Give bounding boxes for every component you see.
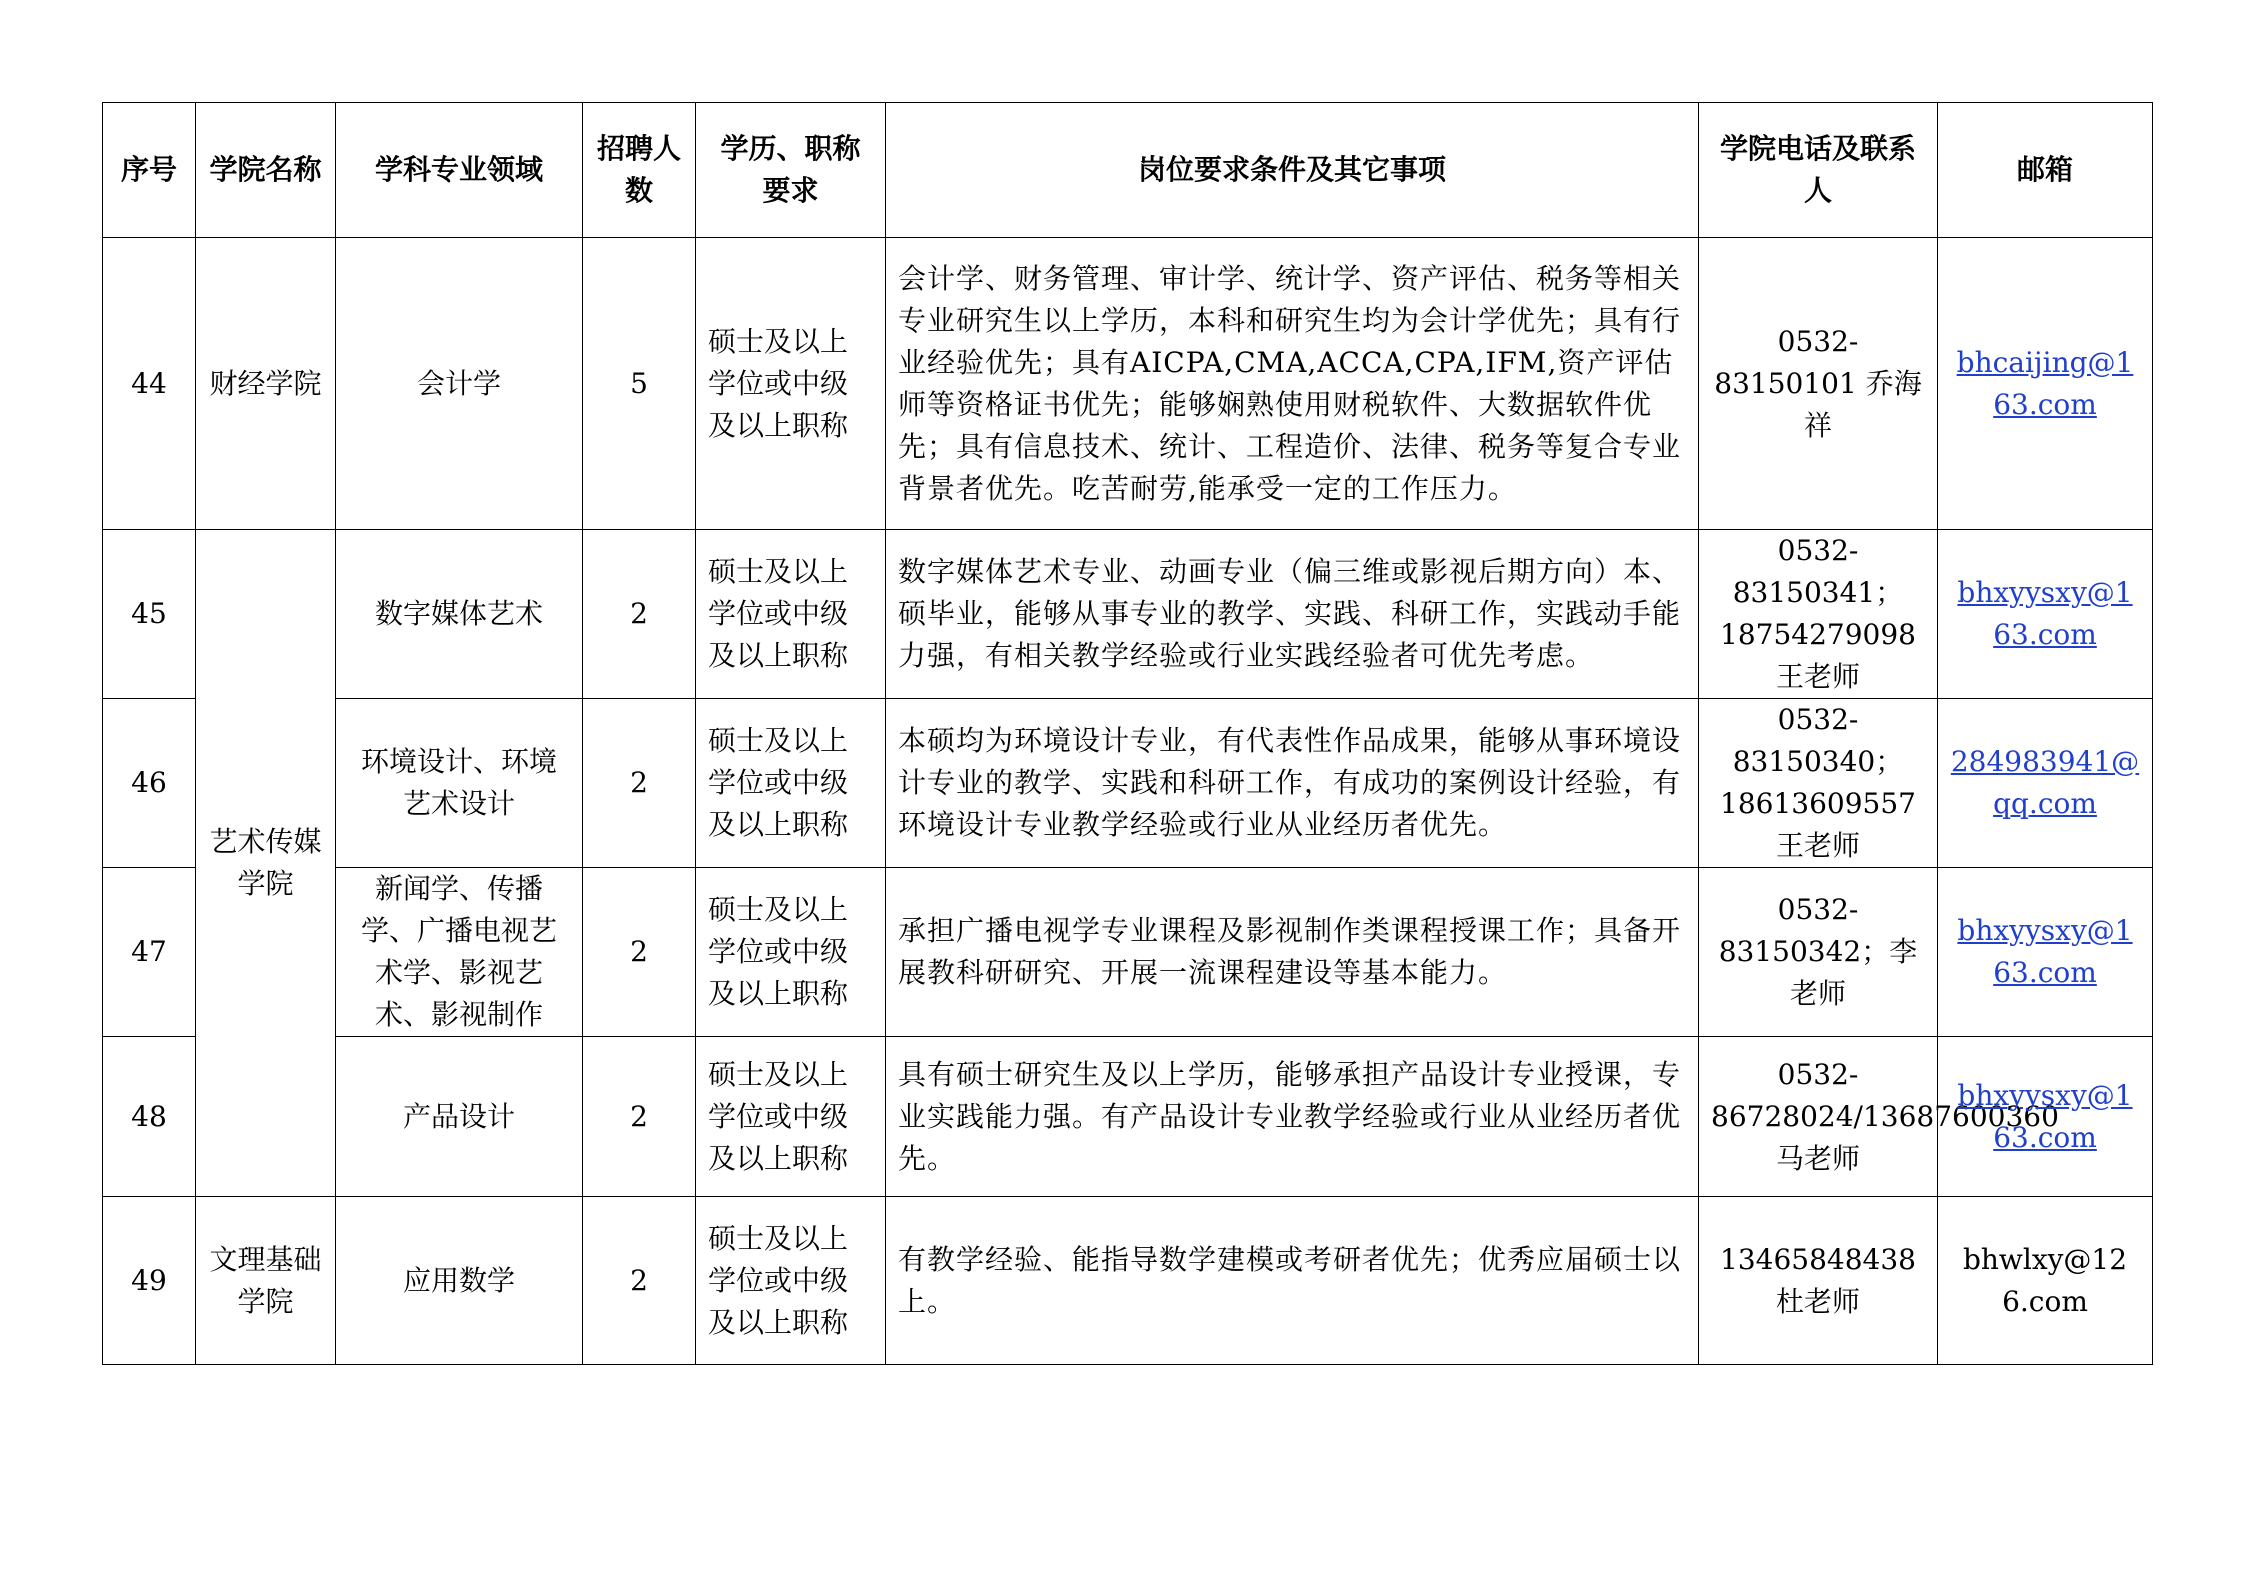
row-email[interactable] [1938, 530, 2153, 699]
row-contact: 0532-83150342；李老师 [1699, 868, 1938, 1037]
row-degree: 硕士及以上学位或中级及以上职称 [696, 1037, 886, 1197]
header-index: 序号 [103, 103, 196, 238]
row-degree: 硕士及以上学位或中级及以上职称 [696, 699, 886, 868]
table-row [103, 530, 2153, 699]
row-field: 应用数学 [336, 1197, 583, 1365]
row-count: 2 [583, 868, 696, 1037]
row-count: 2 [583, 1197, 696, 1365]
row-email[interactable] [1938, 238, 2153, 530]
row-email[interactable] [1938, 868, 2153, 1037]
header-row [103, 103, 2153, 238]
row-index: 45 [103, 530, 196, 699]
row-field: 环境设计、环境艺术设计 [336, 699, 583, 868]
header-email: 邮箱 [1938, 103, 2153, 238]
table-row [103, 1037, 2153, 1197]
row-college: 艺术传媒学院 [196, 530, 336, 1197]
row-degree: 硕士及以上学位或中级及以上职称 [696, 530, 886, 699]
row-field: 产品设计 [336, 1037, 583, 1197]
header-contact: 学院电话及联系人 [1699, 103, 1938, 238]
email-link[interactable]: 284983941@qq.com [1950, 745, 2140, 820]
row-count: 2 [583, 530, 696, 699]
row-index: 46 [103, 699, 196, 868]
email-text: bhwlxy@126.com [1962, 1242, 2128, 1318]
email-link[interactable]: bhcaijing@163.com [1956, 345, 2134, 421]
header-field: 学科专业领域 [336, 103, 583, 238]
row-requirements: 本硕均为环境设计专业，有代表性作品成果，能够从事环境设计专业的教学、实践和科研工作，有成功的案例设计经验，有环境设计专业教学经验或行业从业经历者优先。 [886, 699, 1699, 868]
row-index: 44 [103, 238, 196, 530]
table-row [103, 1197, 2153, 1365]
header-college: 学院名称 [196, 103, 336, 238]
row-contact: 0532-86728024/13687600360 马老师 [1699, 1037, 1938, 1197]
email-link[interactable]: bhxyysxy@163.com [1957, 914, 2133, 989]
row-index: 49 [103, 1197, 196, 1365]
row-college: 文理基础学院 [196, 1197, 336, 1365]
row-contact: 0532-83150341；18754279098 王老师 [1699, 530, 1938, 699]
row-requirements: 承担广播电视学专业课程及影视制作类课程授课工作；具备开展教科研研究、开展一流课程建设等基本能力。 [886, 868, 1699, 1037]
row-degree: 硕士及以上学位或中级及以上职称 [696, 868, 886, 1037]
table-row [103, 238, 2153, 530]
recruitment-table [102, 102, 2153, 1365]
header-degree: 学历、职称要求 [696, 103, 886, 238]
row-college: 财经学院 [196, 238, 336, 530]
header-count: 招聘人数 [583, 103, 696, 238]
table-row [103, 699, 2153, 868]
row-count: 2 [583, 699, 696, 868]
row-count: 2 [583, 1037, 696, 1197]
row-email[interactable] [1938, 699, 2153, 868]
header-requirements: 岗位要求条件及其它事项 [886, 103, 1699, 238]
row-requirements: 数字媒体艺术专业、动画专业（偏三维或影视后期方向）本、硕毕业，能够从事专业的教学、实践、科研工作，实践动手能力强，有相关教学经验或行业实践经验者可优先考虑。 [886, 530, 1699, 699]
row-index: 47 [103, 868, 196, 1037]
row-contact: 0532-83150101 乔海祥 [1699, 238, 1938, 530]
row-field: 会计学 [336, 238, 583, 530]
row-index: 48 [103, 1037, 196, 1197]
row-field: 新闻学、传播学、广播电视艺术学、影视艺术、影视制作 [336, 868, 583, 1037]
row-contact: 13465848438 杜老师 [1699, 1197, 1938, 1365]
table-row [103, 868, 2153, 1037]
row-field: 数字媒体艺术 [336, 530, 583, 699]
row-requirements: 有教学经验、能指导数学建模或考研者优先；优秀应届硕士以上。 [886, 1197, 1699, 1365]
email-link[interactable]: bhxyysxy@163.com [1957, 576, 2133, 651]
row-requirements: 具有硕士研究生及以上学历，能够承担产品设计专业授课，专业实践能力强。有产品设计专业教学经验或行业从业经历者优先。 [886, 1037, 1699, 1197]
row-email [1938, 1197, 2153, 1365]
row-count: 5 [583, 238, 696, 530]
row-contact: 0532-83150340；18613609557 王老师 [1699, 699, 1938, 868]
row-degree: 硕士及以上学位或中级及以上职称 [696, 1197, 886, 1365]
row-degree: 硕士及以上学位或中级及以上职称 [696, 238, 886, 530]
row-requirements: 会计学、财务管理、审计学、统计学、资产评估、税务等相关专业研究生以上学历，本科和研究生均为会计学优先；具有行业经验优先；具有AICPA,CMA,ACCA,CPA,IFM,资产评估师等资格证书优先；能够娴熟使用财税软件、大数据软件优先；具有信息技术、统计、工程造价、法律、税务等复合专业背景者优先。吃苦耐劳,能承受一定的工作压力。 [886, 238, 1699, 530]
email-link[interactable]: bhxyysxy@163.com [1957, 1078, 2133, 1154]
